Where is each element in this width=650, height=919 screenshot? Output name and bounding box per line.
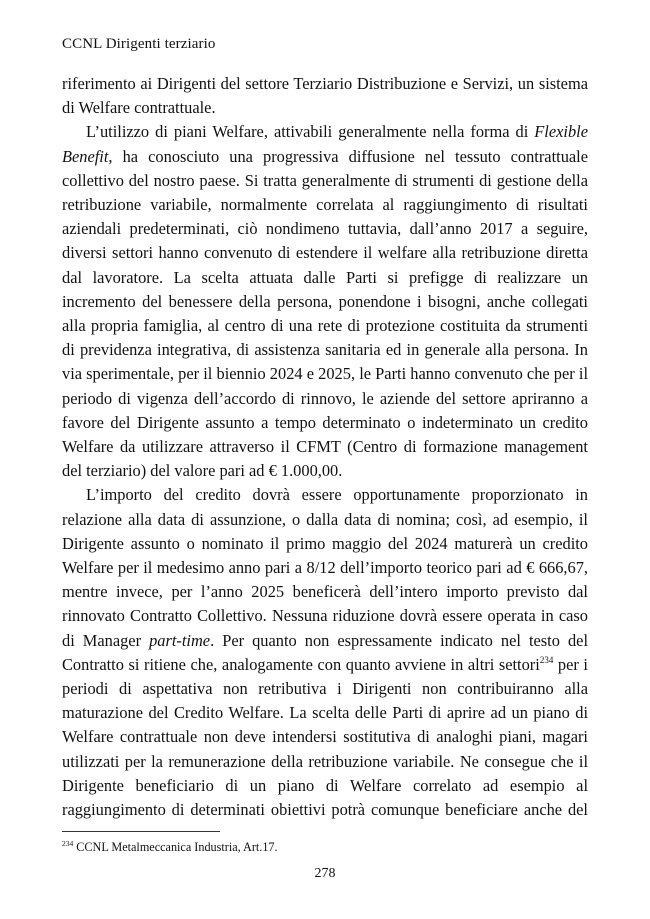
running-head: CCNL Dirigenti terziario: [62, 36, 216, 52]
paragraph-2: [62, 120, 588, 483]
footnote-divider: [62, 831, 220, 832]
footnote-number: 234: [62, 839, 74, 848]
paragraph-1: riferimento ai Dirigenti del settore Terziario Distribuzione e Servizi, un sistema di Welfare contrattuale.: [62, 74, 588, 118]
footnote: [62, 840, 278, 855]
paragraph-2-text-a: L’utilizzo di piani Welfare, attivabili generalmente nella forma di: [86, 122, 535, 142]
page-number: 278: [314, 866, 336, 881]
footnote-text: CCNL Metalmeccanica Industria, Art.17.: [73, 840, 278, 854]
paragraph-3-text-b: . Per quanto non espressamente indicato nel testo del Contratto si ritiene che, analogamente con quanto avviene in altri settori: [62, 630, 588, 674]
body-text: [62, 72, 588, 822]
paragraph-3-text-a: L’importo del credito dovrà essere opportunamente proporzionato in relazione alla data di assunzione, o dalla data di nomina; così, ad esempio, il Dirigente assunto o nominato il primo maggio del 2024 maturerà un credito Welfare per il medesimo anno pari a 8/12 dell’importo teorico pari ad € 666,67, mentre invece, per l’anno 2025 beneficerà dell’intero importo previsto dal rinnovato Contratto Collettivo. Nessuna riduzione dovrà essere operata in caso di Manager: [62, 485, 588, 650]
paragraph-2-italic-term: Flexible Benefit: [62, 122, 588, 166]
footnote-reference[interactable]: 234: [539, 654, 554, 665]
paragraph-2-text-b: , ha conosciuto una progressiva diffusione nel tessuto contrattuale collettivo del nostro paese. Si tratta generalmente di strumenti di gestione della retribuzione variabile, normalmente correlata al raggiungimento di risultati aziendali predeterminati, ciò nondimeno tuttavia, dall’anno 2017 a seguire, diversi settori hanno convenuto di estendere il welfare alla retribuzione diretta dal lavoratore. La scelta attuata dalle Parti si prefigge di realizzare un incremento del benessere della persona, ponendone i bisogni, anche collegati alla propria famiglia, al centro di una rete di protezione costituita da strumenti di previdenza integrativa, di assistenza sanitaria ed in generale alla persona. In via sperimentale, per il biennio 2024 e 2025, le Parti hanno convenuto che per il periodo di vigenza dell’accordo di rinnovo, le aziende del settore apriranno a favore del Dirigente assunto a tempo determinato o indeterminato un credito Welfare da utilizzare attraverso il CFMT (Centro di formazione management del terziario) del valore pari ad € 1.000,00.: [62, 146, 588, 481]
paragraph-3-text-c: per i periodi di aspettativa non retributiva i Dirigenti non contribuiranno alla maturazione del Credito Welfare. La scelta delle Parti di aprire ad un piano di Welfare contrattuale non deve intendersi sostitutiva di analoghi piani, magari utilizzati per la remunerazione della retribuzione variabile. Ne consegue che il Dirigente beneficiario di un piano di Welfare correlato ad esempio al raggiungimento di determinati obiettivi potrà comunque beneficiare anche del: [62, 654, 588, 820]
paragraph-3: [62, 483, 588, 822]
paragraph-3-italic-term: part-time: [149, 630, 211, 650]
